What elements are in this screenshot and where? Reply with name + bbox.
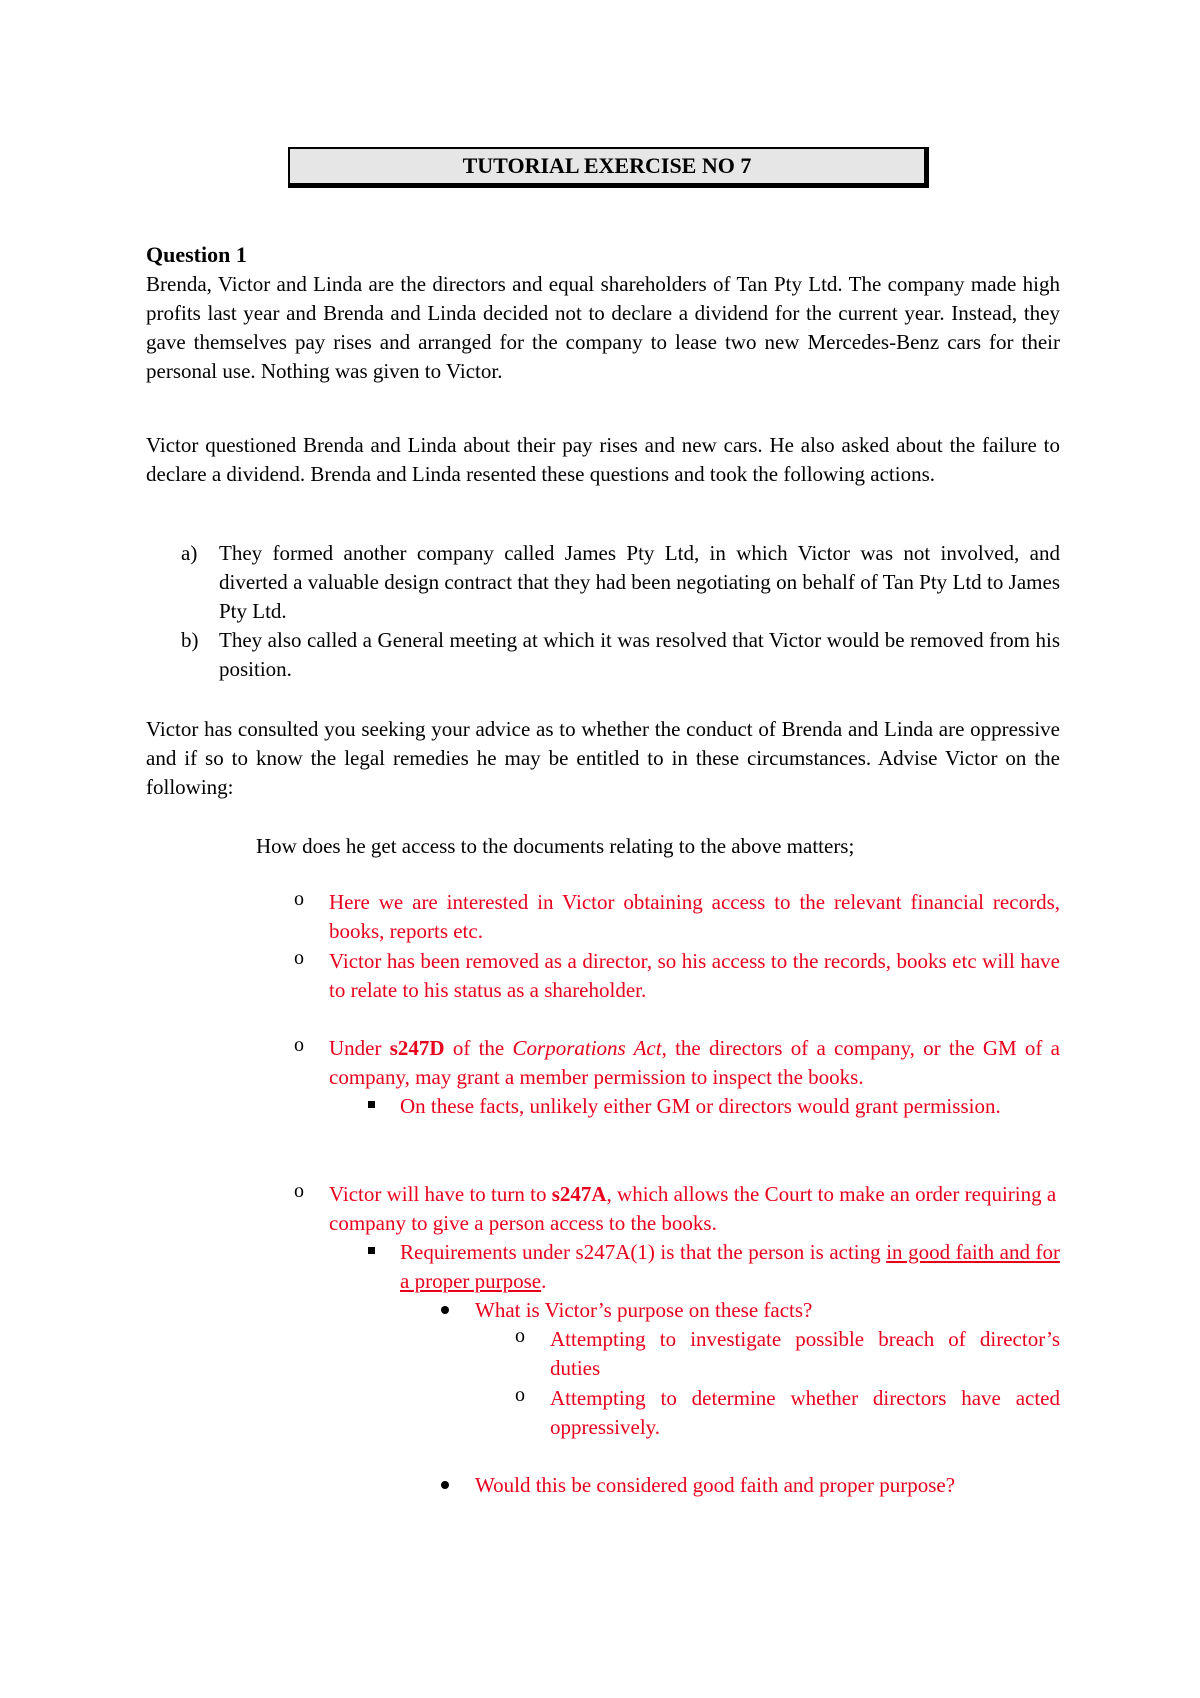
answer-s247d-post: , the directors of a company, or the GM of a company, may grant a member permission to inspect the books. [329, 1036, 1061, 1089]
purpose-option-breach: Attempting to investigate possible breach of director’s duties [550, 1327, 1060, 1380]
corporations-act-name: Corporations Act [512, 1036, 662, 1060]
hollow-bullet-icon: o [515, 1384, 525, 1406]
good-faith-proper-purpose: in good faith and for a proper purpose [400, 1240, 1061, 1293]
scenario-paragraph-2: Victor questioned Brenda and Linda about their pay rises and new cars. He also asked about the failure to declare a dividend. Brenda and Linda resented these questions and took the following actions. [146, 433, 1060, 486]
purpose-option-oppression: Attempting to determine whether directors have acted oppressively. [550, 1386, 1060, 1439]
answer-access-interest: Here we are interested in Victor obtaining access to the relevant financial records, books, reports etc. [329, 890, 1060, 943]
round-bullet-icon [441, 1481, 449, 1489]
good-faith-question: Would this be considered good faith and proper purpose? [475, 1473, 956, 1497]
requirements-post: . [541, 1269, 547, 1293]
answer-s247d [329, 1034, 1060, 1092]
answer-s247a-requirements [400, 1238, 1060, 1296]
hollow-bullet-icon: o [294, 888, 304, 910]
scenario-paragraph-3: Victor has consulted you seeking your advice as to whether the conduct of Brenda and Linda are oppressive and if so to know the legal remedies he may be entitled to in these circumstances. Advise Victor on the following: [146, 717, 1060, 799]
action-item-b [181, 626, 1060, 684]
action-item-a [181, 539, 1060, 626]
answer-s247d-pre: Under [329, 1036, 390, 1060]
answer-s247a-pre: Victor will have to turn to [329, 1182, 552, 1206]
answer-s247a [329, 1180, 1060, 1238]
square-bullet-icon [368, 1101, 375, 1108]
round-bullet-icon [441, 1306, 449, 1314]
hollow-bullet-icon: o [294, 1180, 304, 1202]
tutorial-title-box [288, 147, 929, 188]
victor-purpose-question: What is Victor’s purpose on these facts? [475, 1298, 813, 1322]
square-bullet-icon [368, 1247, 375, 1254]
requirements-pre: Requirements under s247A(1) is that the person is acting [400, 1240, 887, 1264]
answer-shareholder-status: Victor has been removed as a director, so his access to the records, books etc will have to relate to his status as a shareholder. [329, 949, 1060, 1002]
action-text-a: They formed another company called James Pty Ltd, in which Victor was not involved, and diverted a valuable design contract that they had been negotiating on behalf of Tan Pty Ltd to James Pty Ltd. [219, 541, 1060, 623]
action-marker-b: b) [181, 628, 199, 652]
answer-s247a-post: , which allows the Court to make an order requiring a company to give a person access to the books. [329, 1182, 1057, 1235]
answer-s247d-mid: of the [444, 1036, 513, 1060]
scenario-paragraph-1: Brenda, Victor and Linda are the directors and equal shareholders of Tan Pty Ltd. The company made high profits last year and Brenda and Linda decided not to declare a dividend for the current year. Instead, they gave themselves pay rises and arranged for the company to lease two new Mercedes-Benz cars for their personal use. Nothing was given to Victor. [146, 272, 1060, 383]
action-marker-a: a) [181, 541, 198, 565]
tutorial-title: TUTORIAL EXERCISE NO 7 [462, 153, 752, 178]
question-prompt: How does he get access to the documents relating to the above matters; [256, 834, 855, 858]
hollow-bullet-icon: o [294, 947, 304, 969]
answer-s247d-sub: On these facts, unlikely either GM or directors would grant permission. [400, 1094, 1001, 1118]
hollow-bullet-icon: o [294, 1034, 304, 1056]
section-s247a: s247A [551, 1182, 607, 1206]
action-text-b: They also called a General meeting at which it was resolved that Victor would be removed from his position. [219, 628, 1060, 681]
hollow-bullet-icon: o [515, 1325, 525, 1347]
question-heading: Question 1 [146, 242, 247, 267]
section-s247d: s247D [389, 1036, 445, 1060]
